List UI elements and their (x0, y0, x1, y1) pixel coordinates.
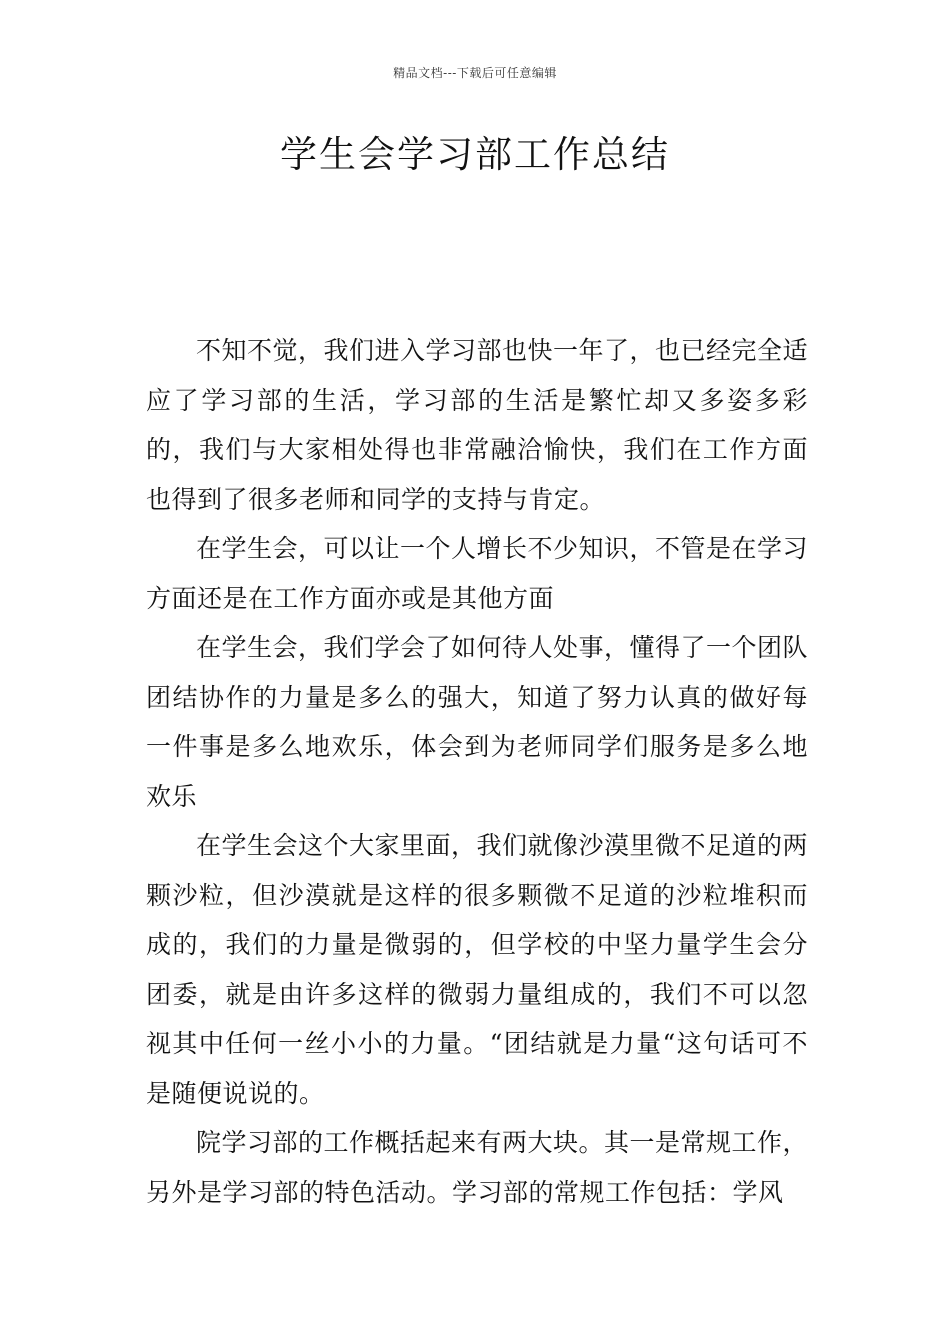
paragraph-1: 不知不觉，我们进入学习部也快一年了，也已经完全适应了学习部的生活，学习部的生活是繁忙却又多姿多彩的，我们与大家相处得也非常融洽愉快，我们在工作方面也得到了很多老师和同学的支持与肯定。 (146, 336, 809, 514)
paragraph-2: 在学生会，可以让一个人增长不少知识，不管是在学习方面还是在工作方面亦或是其他方面 (146, 534, 809, 613)
paragraph-5: 院学习部的工作概括起来有两大块。其一是常规工作，另外是学习部的特色活动。学习部的常规工作包括：学风 (146, 1128, 809, 1207)
page-header: 精品文档---下载后可任意编辑 (393, 66, 557, 80)
document-title: 学生会学习部工作总结 (280, 133, 670, 176)
paragraph-4: 在学生会这个大家里面，我们就像沙漠里微不足道的两颗沙粒，但沙漠就是这样的很多颗微不足道的沙粒堆积而成的，我们的力量是微弱的，但学校的中坚力量学生会分团委，就是由许多这样的微弱力量组成的，我们不可以忽视其中任何一丝小小的力量。“团结就是力量“这句话可不是随便说说的。 (146, 831, 809, 1108)
document-body (146, 326, 808, 1217)
paragraph-3: 在学生会，我们学会了如何待人处事，懂得了一个团队团结协作的力量是多么的强大，知道了努力认真的做好每一件事是多么地欢乐，体会到为老师同学们服务是多么地欢乐 (146, 633, 809, 811)
